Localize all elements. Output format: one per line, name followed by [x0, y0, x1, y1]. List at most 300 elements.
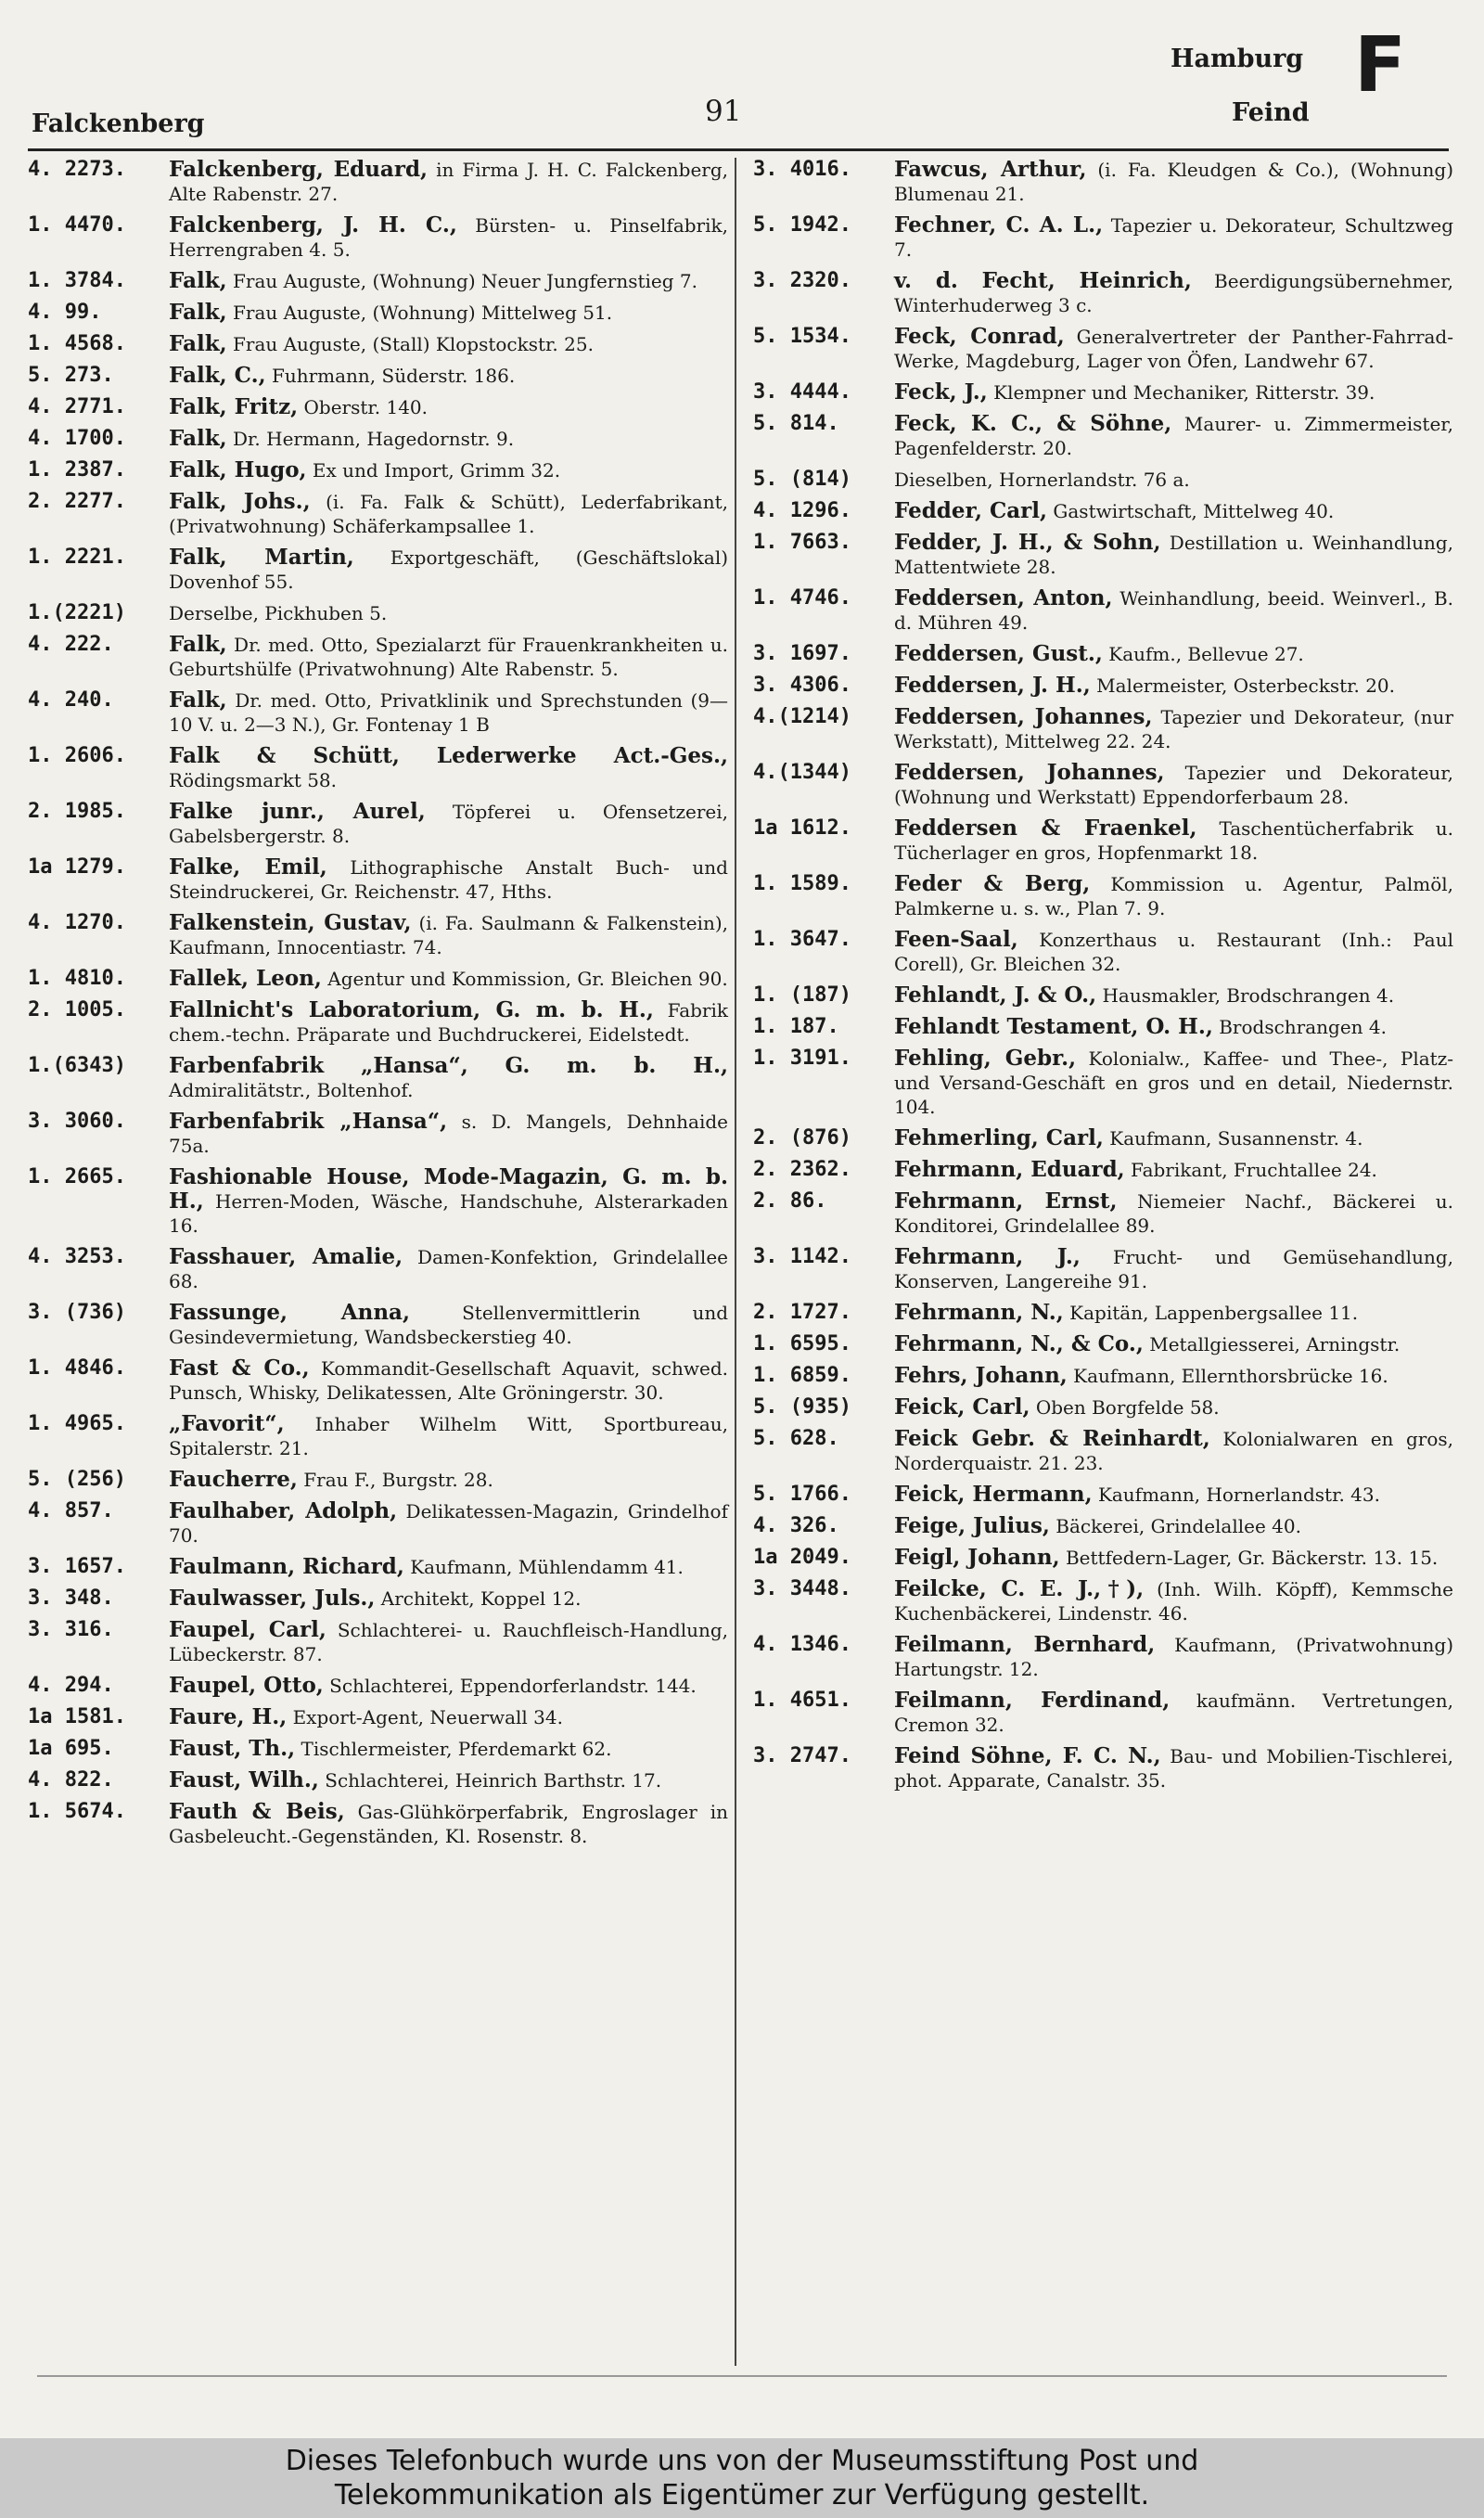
bottom-rule — [37, 2375, 1447, 2377]
entry-details: in Firma J. H. C. Falckenberg, Alte Rabenstr. 27. — [169, 159, 729, 205]
section-letter: F — [1354, 21, 1407, 109]
directory-entry — [753, 158, 1453, 206]
entry-name: Feck, K. C., & Söhne, — [894, 411, 1172, 436]
entry-body — [894, 1301, 1453, 1325]
entry-body — [894, 983, 1453, 1008]
phone-number: 4. 240. — [28, 688, 114, 712]
entry-details: Frau F., Burgstr. 28. — [303, 1469, 493, 1491]
entry-details: Oberstr. 140. — [303, 396, 429, 418]
directory-entry — [28, 1674, 728, 1698]
entry-body — [169, 601, 728, 625]
entry-details: Taschentücherfabrik u. Tücherlager en gros, Hopfenmarkt 18. — [894, 817, 1453, 864]
entry-body — [894, 1126, 1453, 1150]
phone-number: 4. 222. — [28, 633, 114, 656]
directory-entry — [753, 816, 1453, 865]
entry-details: Dr. med. Otto, Spezialarzt für Frauenkrankheiten u. Geburtshülfe (Privatwohnung) Alte Rabenstr. 5. — [169, 634, 728, 680]
directory-entry — [753, 642, 1453, 666]
entry-name: Feen-Saal, — [894, 927, 1018, 952]
phone-number: 1. 4846. — [28, 1356, 126, 1380]
entry-body — [894, 928, 1453, 976]
entry-name: Falk, Martin, — [169, 545, 354, 570]
entry-body — [894, 705, 1453, 753]
directory-entry — [28, 967, 728, 991]
directory-entry — [28, 301, 728, 325]
phone-number: 1. 6595. — [753, 1332, 851, 1355]
entry-details: Metallgiesserei, Arningstr. — [1149, 1333, 1401, 1355]
directory-entry — [753, 1744, 1453, 1792]
directory-entry — [753, 412, 1453, 460]
entry-name: Faupel, Otto, — [169, 1673, 324, 1698]
directory-entry — [28, 158, 728, 206]
directory-entry — [28, 1800, 728, 1848]
phone-number: 4.(1344) — [753, 761, 851, 784]
entry-details: Malermeister, Osterbeckstr. 20. — [1096, 674, 1396, 697]
entry-body — [169, 1054, 728, 1102]
entry-details: Kapitän, Lappenbergsallee 11. — [1069, 1302, 1359, 1324]
entry-body — [169, 1468, 728, 1492]
entry-body — [894, 158, 1453, 206]
phone-number: 4. 1346. — [753, 1633, 851, 1656]
footer-line-2: Telekommunikation als Eigentümer zur Verfügung gestellt. — [334, 2479, 1150, 2512]
entry-name: Fehrmann, J., — [894, 1244, 1081, 1269]
phone-number: 1. 2221. — [28, 546, 126, 569]
phone-number: 1. 4568. — [28, 332, 126, 355]
entry-body — [169, 1705, 728, 1729]
phone-number: 3. 3060. — [28, 1110, 126, 1133]
directory-entry — [28, 688, 728, 737]
entry-name: Falk, — [169, 426, 227, 451]
phone-number: 2. 1727. — [753, 1301, 851, 1324]
directory-entry — [753, 705, 1453, 753]
phone-number: 4. 326. — [753, 1514, 839, 1537]
directory-entry — [28, 1555, 728, 1579]
footer-notice — [0, 2444, 1484, 2512]
entry-name: „Favorit“, — [169, 1411, 285, 1436]
entry-details: Kommission u. Agentur, Palmöl, Palmkerne u. s. w., Plan 7. 9. — [894, 873, 1453, 919]
phone-number: 1. 1589. — [753, 872, 851, 895]
directory-entry — [753, 468, 1453, 492]
entry-body — [894, 1189, 1453, 1238]
phone-number: 1. 3784. — [28, 269, 126, 292]
directory-entry — [28, 458, 728, 482]
directory-entry — [28, 633, 728, 681]
entry-details: Inhaber Wilhelm Witt, Sportbureau, Spitalerstr. 21. — [169, 1413, 728, 1459]
entry-body — [169, 1245, 728, 1293]
entry-body — [169, 688, 728, 737]
entry-body — [894, 1245, 1453, 1293]
entry-name: Farbenfabrik „Hansa“, — [169, 1109, 448, 1134]
entry-body — [169, 427, 728, 451]
directory-entry — [753, 1047, 1453, 1119]
entry-details: Bürsten- u. Pinselfabrik, Herrengraben 4. 5. — [169, 214, 728, 261]
entry-body — [894, 1577, 1453, 1625]
entry-name: Fechner, C. A. L., — [894, 212, 1104, 238]
entry-details: Destillation u. Weinhandlung, Mattentwiete 28. — [894, 532, 1454, 578]
entry-body — [169, 1301, 728, 1349]
entry-details: Ex und Import, Grimm 32. — [312, 459, 561, 482]
entry-details: Maurer- u. Zimmermeister, Pagenfelderstr. 20. — [894, 413, 1454, 459]
phone-number: 1a 1581. — [28, 1705, 126, 1728]
phone-number: 5. 273. — [28, 364, 114, 387]
entry-details: Exportgeschäft, (Geschäftslokal) Dovenhof 55. — [169, 546, 729, 593]
entry-name: Falke junr., Aurel, — [169, 799, 426, 824]
entry-details: Dr. Hermann, Hagedornstr. 9. — [233, 428, 515, 450]
entry-body — [894, 1332, 1453, 1356]
right-column — [753, 158, 1453, 1800]
entry-details: Frau Auguste, (Wohnung) Mittelweg 51. — [233, 302, 613, 324]
entry-name: Feddersen, Johannes, — [894, 760, 1165, 785]
entry-body — [169, 633, 728, 681]
phone-number: 3. (736) — [28, 1301, 126, 1324]
entry-body — [169, 1674, 728, 1698]
directory-entry — [28, 1301, 728, 1349]
entry-name: Falk, — [169, 687, 227, 713]
phone-number: 4. 3253. — [28, 1245, 126, 1268]
entry-details: Kolonialwaren en gros, Norderquaistr. 21. 23. — [894, 1428, 1454, 1474]
entry-name: Falke, Emil, — [169, 854, 327, 880]
phone-number: 2. 1985. — [28, 800, 126, 823]
entry-name: Fehlandt Testament, O. H., — [894, 1014, 1213, 1039]
entry-name: Fehrs, Johann, — [894, 1363, 1068, 1388]
directory-entry — [28, 1499, 728, 1548]
entry-body — [169, 213, 728, 262]
entry-name: Falk, Johs., — [169, 489, 311, 514]
entry-body — [894, 1427, 1453, 1475]
directory-entry — [753, 1633, 1453, 1681]
entry-details: Damen-Konfektion, Grindelallee 68. — [169, 1246, 728, 1292]
entry-body — [169, 158, 728, 206]
phone-number: 1a 1279. — [28, 855, 126, 879]
entry-name: Fedder, Carl, — [894, 498, 1048, 523]
entry-details: (Inh. Wilh. Köpff), Kemmsche Kuchenbäckerei, Lindenstr. 46. — [894, 1578, 1453, 1625]
entry-name: Faulhaber, Adolph, — [169, 1498, 398, 1523]
directory-entry — [28, 744, 728, 792]
entry-details: Stellenvermittlerin und Gesindevermietung, Wandsbeckerstieg 40. — [169, 1302, 729, 1348]
phone-number: 1. 2665. — [28, 1165, 126, 1188]
entry-details: Brodschrangen 4. — [1219, 1016, 1388, 1038]
directory-entry — [28, 1768, 728, 1792]
entry-name: Falk, — [169, 632, 227, 657]
phone-number: 3. 3448. — [753, 1577, 851, 1600]
directory-entry — [753, 1546, 1453, 1570]
entry-details: Kaufm., Bellevue 27. — [1108, 643, 1304, 665]
entry-details: Beerdigungsübernehmer, Winterhuderweg 3 c. — [894, 270, 1453, 316]
entry-details: (i. Fa. Kleudgen & Co.), (Wohnung) Blumenau 21. — [894, 159, 1454, 205]
entry-body — [169, 301, 728, 325]
entry-details: Architekt, Koppel 12. — [380, 1587, 582, 1610]
entry-body — [894, 412, 1453, 460]
entry-body — [894, 1514, 1453, 1538]
phone-number: 2. 2362. — [753, 1158, 851, 1181]
entry-body — [169, 967, 728, 991]
phone-number: 4. 1296. — [753, 499, 851, 522]
entry-body — [894, 325, 1453, 373]
phone-number: 1a 1612. — [753, 816, 851, 840]
directory-entry — [753, 674, 1453, 698]
phone-number: 1. 4746. — [753, 586, 851, 610]
column-divider — [735, 158, 736, 2366]
phone-number: 3. 1657. — [28, 1555, 126, 1578]
directory-entry — [753, 1126, 1453, 1150]
entry-body — [894, 380, 1453, 405]
entry-body — [894, 1364, 1453, 1388]
entry-name: Fehrmann, Eduard, — [894, 1157, 1125, 1182]
entry-details: Schlachterei, Eppendorferlandstr. 144. — [329, 1675, 697, 1697]
entry-name: Fast & Co., — [169, 1355, 310, 1381]
entry-body — [169, 395, 728, 419]
phone-number: 3. 1697. — [753, 642, 851, 665]
entry-details: Töpferei u. Ofensetzerei, Gabelsbergerstr. 8. — [169, 801, 728, 847]
entry-body — [169, 364, 728, 388]
entry-name: Falk & Schütt, Lederwerke Act.-Ges., — [169, 743, 728, 768]
entry-body — [894, 269, 1453, 317]
entry-name: Feick, Carl, — [894, 1394, 1030, 1420]
entry-body — [894, 213, 1453, 262]
directory-entry — [753, 872, 1453, 920]
entry-name: Falckenberg, J. H. C., — [169, 212, 457, 238]
entry-body — [169, 1412, 728, 1460]
phone-number: 5. 1534. — [753, 325, 851, 348]
entry-details: Agentur und Kommission, Gr. Bleichen 90. — [327, 968, 728, 990]
entry-body — [894, 1395, 1453, 1420]
phone-number: 3. 1142. — [753, 1245, 851, 1268]
entry-name: Feilmann, Ferdinand, — [894, 1688, 1171, 1713]
phone-number: 5. (814) — [753, 468, 851, 491]
entry-name: Faust, Th., — [169, 1736, 296, 1761]
entry-body — [894, 1483, 1453, 1507]
entry-details: Oben Borgfelde 58. — [1035, 1396, 1220, 1419]
phone-number: 1. 4810. — [28, 967, 126, 990]
entry-details: Dieselben, Hornerlandstr. 76 a. — [894, 469, 1190, 491]
entry-name: Fawcus, Arthur, — [894, 157, 1087, 182]
phone-number: 4. 2273. — [28, 158, 126, 181]
entry-details: Kaufmann, Ellernthorsbrücke 16. — [1073, 1365, 1388, 1387]
phone-number: 1. 7663. — [753, 531, 851, 554]
entry-name: Feddersen & Fraenkel, — [894, 816, 1197, 841]
entry-name: Feick, Hermann, — [894, 1482, 1093, 1507]
entry-details: Tapezier und Dekorateur, (Wohnung und Werkstatt) Eppendorferbaum 28. — [894, 762, 1454, 808]
entry-name: Fehrmann, N., & Co., — [894, 1331, 1144, 1356]
entry-body — [169, 332, 728, 356]
phone-number: 5. (935) — [753, 1395, 851, 1419]
entry-body — [169, 546, 728, 594]
entry-body — [169, 1800, 728, 1848]
phone-number: 2. 2277. — [28, 490, 126, 513]
directory-entry — [28, 395, 728, 419]
entry-name: Fallek, Leon, — [169, 966, 322, 991]
left-column — [28, 158, 728, 1856]
entry-name: Falk, Hugo, — [169, 457, 307, 482]
entry-details: Frau Auguste, (Wohnung) Neuer Jungfernstieg 7. — [233, 270, 698, 292]
entry-body — [894, 499, 1453, 523]
directory-entry — [28, 998, 728, 1047]
entry-body — [169, 998, 728, 1047]
entry-body — [169, 490, 728, 538]
entry-name: Feilmann, Bernhard, — [894, 1632, 1156, 1657]
directory-entry — [753, 586, 1453, 635]
entry-name: Feddersen, J. H., — [894, 673, 1091, 698]
directory-entry — [28, 1737, 728, 1761]
phone-number: 4.(1214) — [753, 705, 851, 728]
page-number: 91 — [705, 95, 742, 128]
entry-details: (i. Fa. Saulmann & Falkenstein), Kaufmann, Innocentiastr. 74. — [169, 912, 728, 958]
phone-number: 3. 4444. — [753, 380, 851, 404]
directory-entry — [753, 1245, 1453, 1293]
entry-name: Faure, H., — [169, 1704, 288, 1729]
directory-entry — [753, 1427, 1453, 1475]
phone-number: 2. 86. — [753, 1189, 827, 1213]
entry-body — [894, 1689, 1453, 1737]
directory-entry — [28, 490, 728, 538]
phone-number: 2. 1005. — [28, 998, 126, 1021]
entry-details: Kaufmann, Hornerlandstr. 43. — [1097, 1484, 1380, 1506]
directory-entry — [28, 1356, 728, 1405]
phone-number: 3. 348. — [28, 1587, 114, 1610]
directory-entry — [28, 213, 728, 262]
entry-body — [169, 1110, 728, 1158]
directory-entry — [753, 1514, 1453, 1538]
entry-name: Feddersen, Johannes, — [894, 704, 1153, 729]
directory-entry — [753, 531, 1453, 579]
entry-details: Schlachterei, Heinrich Barthstr. 17. — [325, 1769, 662, 1792]
entry-details: Niemeier Nachf., Bäckerei u. Konditorei, Grindelallee 89. — [894, 1190, 1453, 1237]
entry-body — [169, 800, 728, 848]
phone-number: 1. 4965. — [28, 1412, 126, 1435]
directory-entry — [753, 1301, 1453, 1325]
directory-entry — [28, 269, 728, 293]
entry-name: Faucherre, — [169, 1467, 298, 1492]
directory-entry — [28, 1165, 728, 1238]
phone-number: 1. 6859. — [753, 1364, 851, 1387]
footer-line-1: Dieses Telefonbuch wurde uns von der Museumsstiftung Post und — [285, 2445, 1199, 2477]
entry-name: Falckenberg, Eduard, — [169, 157, 429, 182]
entry-details: Fabrikant, Fruchtallee 24. — [1131, 1159, 1377, 1181]
entry-details: Klempner und Mechaniker, Ritterstr. 39. — [993, 381, 1375, 404]
header-first-entry: Falckenberg — [32, 109, 205, 138]
entry-body — [894, 531, 1453, 579]
entry-name: Fashionable House, Mode-Magazin, G. m. b. H., — [169, 1164, 728, 1214]
entry-details: Fuhrmann, Süderstr. 186. — [271, 365, 516, 387]
entry-name: Falk, C., — [169, 363, 266, 388]
directory-entry — [753, 213, 1453, 262]
entry-details: Bäckerei, Grindelallee 40. — [1055, 1515, 1301, 1537]
phone-number: 5. 1766. — [753, 1483, 851, 1506]
phone-number: 1. 187. — [753, 1015, 839, 1038]
entry-details: Tischlermeister, Pferdemarkt 62. — [301, 1738, 612, 1760]
directory-entry — [28, 427, 728, 451]
phone-number: 2. (876) — [753, 1126, 851, 1150]
entry-details: Generalvertreter der Panther-Fahrrad-Werke, Magdeburg, Lager von Öfen, Landwehr 67. — [894, 326, 1453, 372]
entry-details: Admiralitätstr., Boltenhof. — [169, 1079, 414, 1101]
entry-body — [169, 1587, 728, 1611]
entry-name: Fasshauer, Amalie, — [169, 1244, 403, 1269]
entry-name: v. d. Fecht, Heinrich, — [894, 268, 1192, 293]
directory-entry — [753, 1395, 1453, 1420]
phone-number: 1. (187) — [753, 983, 851, 1007]
entry-details: Dr. med. Otto, Privatklinik und Sprechstunden (9—10 V. u. 2—3 N.), Gr. Fontenay 1 B — [169, 689, 728, 736]
entry-body — [169, 1618, 728, 1666]
entry-name: Feind Söhne, F. C. N., — [894, 1743, 1161, 1768]
header-city: Hamburg — [1171, 45, 1304, 73]
entry-name: Falk, — [169, 268, 227, 293]
directory-entry — [753, 1189, 1453, 1238]
phone-number: 1. 2606. — [28, 744, 126, 767]
directory-entry — [28, 911, 728, 959]
entry-body — [894, 1047, 1453, 1119]
entry-body — [169, 855, 728, 904]
entry-details: Tapezier u. Dekorateur, Schultzweg 7. — [894, 214, 1454, 261]
entry-details: Frau Auguste, (Stall) Klopstockstr. 25. — [233, 333, 594, 355]
entry-details: Lithographische Anstalt Buch- und Steindruckerei, Gr. Reichenstr. 47, Hths. — [169, 856, 728, 903]
entry-body — [169, 744, 728, 792]
entry-name: Falk, — [169, 331, 227, 356]
entry-body — [169, 1737, 728, 1761]
entry-name: Fehling, Gebr., — [894, 1046, 1077, 1071]
phone-number: 3. 2747. — [753, 1744, 851, 1767]
entry-name: Fallnicht's Laboratorium, G. m. b. H., — [169, 997, 654, 1022]
entry-details: Gas-Glühkörperfabrik, Engroslager in Gasbeleucht.-Gegenständen, Kl. Rosenstr. 8. — [169, 1801, 729, 1847]
entry-name: Fauth & Beis, — [169, 1799, 345, 1824]
entry-details: Kolonialw., Kaffee- und Thee-, Platz- und Versand-Geschäft en gros und en detail, Niedernstr. 104. — [894, 1047, 1453, 1118]
phone-number: 4. 857. — [28, 1499, 114, 1522]
entry-details: Konzerthaus u. Restaurant (Inh.: Paul Corell), Gr. Bleichen 32. — [894, 929, 1453, 975]
entry-details: Kaufmann, (Privatwohnung) Hartungstr. 12. — [894, 1634, 1453, 1680]
entry-body — [894, 642, 1453, 666]
phone-number: 5. 814. — [753, 412, 839, 435]
entry-name: Fehlandt, J. & O., — [894, 983, 1097, 1008]
phone-number: 4. 294. — [28, 1674, 114, 1697]
entry-body — [894, 1546, 1453, 1570]
directory-entry — [28, 332, 728, 356]
phone-number: 3. 316. — [28, 1618, 114, 1641]
directory-entry — [753, 499, 1453, 523]
header-last-entry: Feind — [1232, 98, 1310, 127]
phone-number: 1. 3191. — [753, 1047, 851, 1070]
entry-name: Faulwasser, Juls., — [169, 1586, 376, 1611]
entry-body — [169, 269, 728, 293]
directory-entry — [753, 1364, 1453, 1388]
entry-name: Fassunge, Anna, — [169, 1300, 410, 1325]
phone-number: 5. (256) — [28, 1468, 126, 1491]
directory-entry — [753, 1158, 1453, 1182]
entry-details: Rödingsmarkt 58. — [169, 769, 338, 791]
entry-details: s. D. Mangels, Dehnhaide 75a. — [169, 1111, 728, 1157]
entry-name: Feddersen, Anton, — [894, 585, 1113, 610]
entry-name: Faupel, Carl, — [169, 1617, 326, 1642]
entry-name: Fehrmann, N., — [894, 1300, 1064, 1325]
entry-name: Feige, Julius, — [894, 1513, 1050, 1538]
entry-name: Fehrmann, Ernst, — [894, 1188, 1118, 1214]
entry-details: Hausmakler, Brodschrangen 4. — [1102, 984, 1395, 1007]
phone-number: 1. 3647. — [753, 928, 851, 951]
entry-body — [169, 1165, 728, 1238]
entry-name: Falkenstein, Gustav, — [169, 910, 412, 935]
entry-name: Faulmann, Richard, — [169, 1554, 404, 1579]
directory-entry — [753, 1483, 1453, 1507]
phone-number: 1.(6343) — [28, 1054, 126, 1077]
entry-details: Kaufmann, Mühlendamm 41. — [410, 1556, 684, 1578]
entry-body — [894, 586, 1453, 635]
entry-body — [894, 816, 1453, 865]
entry-body — [894, 674, 1453, 698]
phone-number: 1a 695. — [28, 1737, 114, 1760]
phone-number: 3. 2320. — [753, 269, 851, 292]
entry-body — [169, 1356, 728, 1405]
phone-number: 3. 4016. — [753, 158, 851, 181]
directory-entry — [28, 364, 728, 388]
entry-name: Feick Gebr. & Reinhardt, — [894, 1426, 1210, 1451]
phone-number: 1.(2221) — [28, 601, 126, 624]
